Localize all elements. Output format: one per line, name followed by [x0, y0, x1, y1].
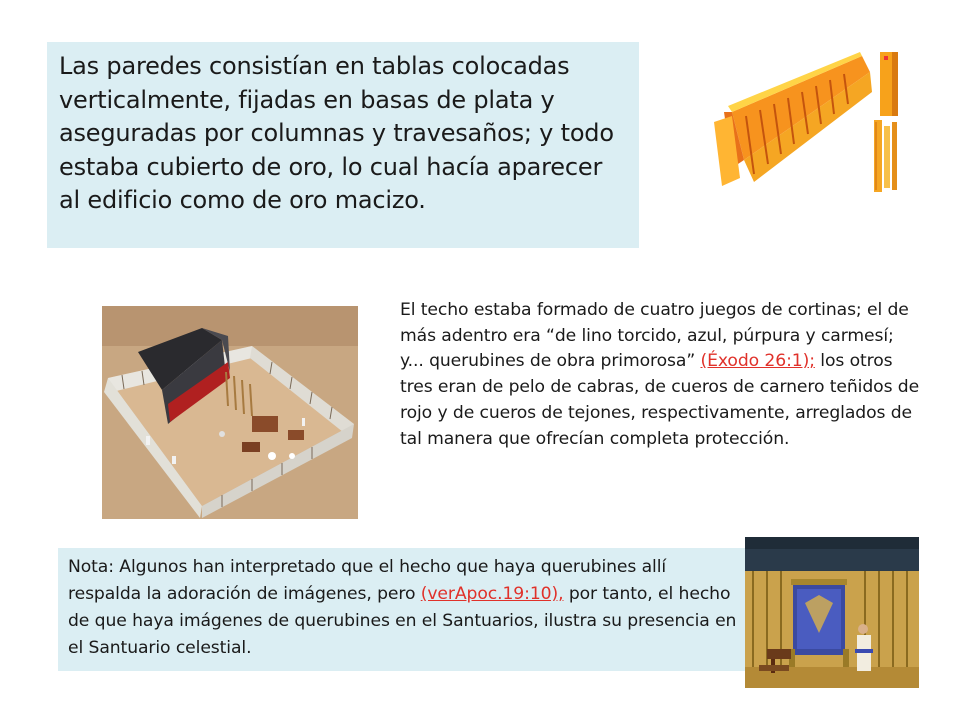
note-text-end: por tanto, el hecho de que haya imágenes de querubines en el Santuarios, ilustra su presencia en el Santuario celestial. — [68, 584, 737, 658]
exodus-reference-link[interactable]: (Éxodo 26:1); — [700, 351, 815, 372]
sanctuary-interior-painting — [745, 537, 919, 688]
note-box — [58, 548, 750, 671]
revelation-reference-link[interactable]: (verApoc.19:10), — [420, 584, 564, 604]
tabernacle-model-photo — [102, 306, 358, 519]
walls-description-box — [47, 42, 639, 248]
roof-text-end: los otros tres eran de pelo de cabras, de cueros de carnero teñidos de rojo y de cueros de tejones, respectivamente, arreglados de tal manera que ofrecían completa protección. — [400, 351, 920, 449]
roof-text-start: El techo estaba formado de cuatro juegos de cortinas; el de más adentro era “de lino torcido, azul, púrpura y carmesí; y... querubines de obra primorosa” — [400, 300, 909, 372]
note-text-start: Nota: Algunos han interpretado que el hecho que haya querubines allí respalda la adoración de imágenes, pero — [68, 557, 667, 604]
walls-description-text: Las paredes consistían en tablas colocadas verticalmente, fijadas en basas de plata y aseguradas por columnas y travesaños; y todo estaba cubierto de oro, lo cual hacía aparecer al edificio como de oro macizo. — [59, 52, 614, 214]
golden-walls-illustration — [684, 42, 916, 202]
roof-description — [400, 298, 920, 452]
